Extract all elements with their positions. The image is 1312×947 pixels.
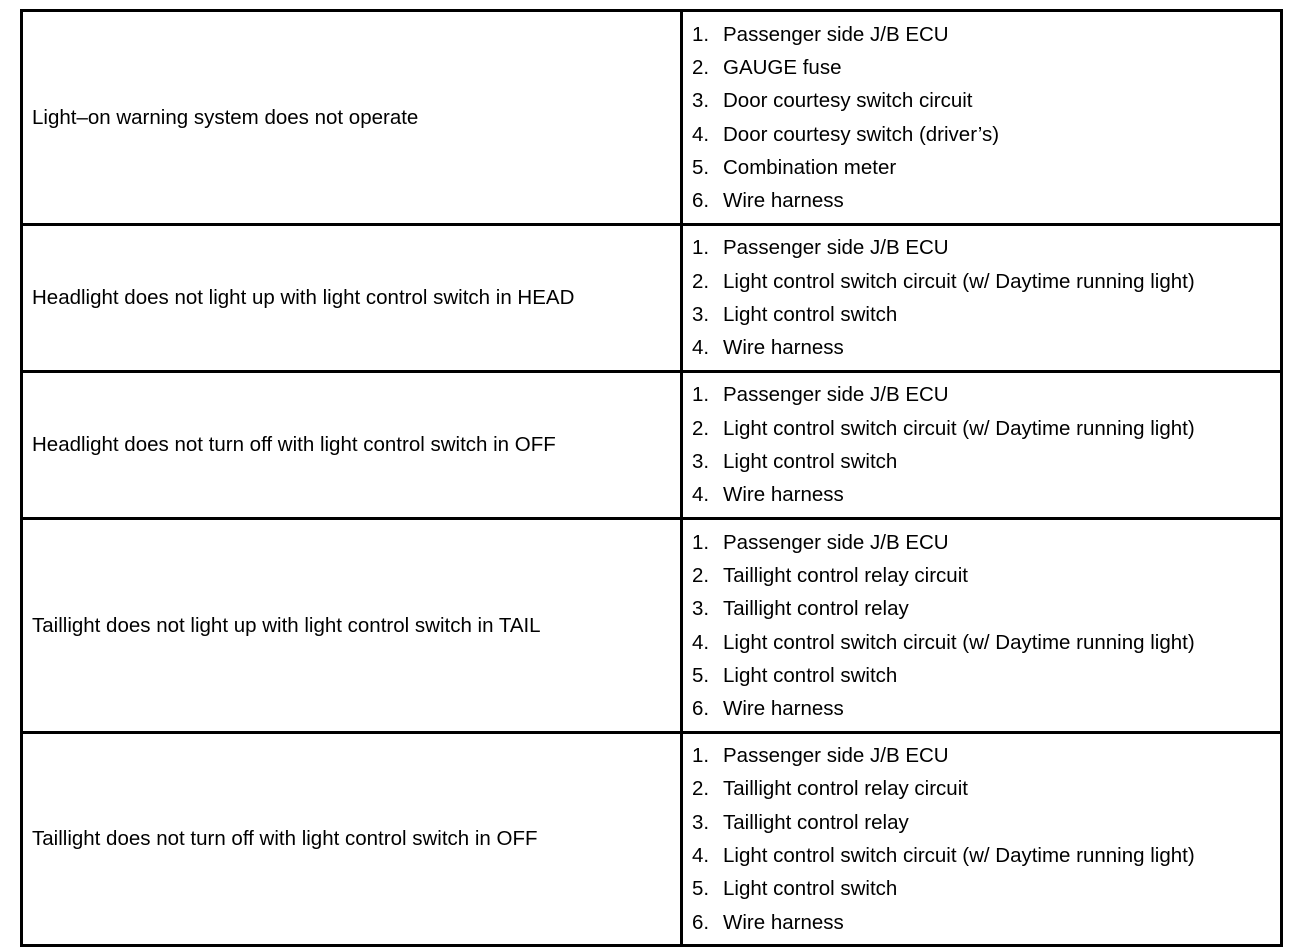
item-number: 6. bbox=[692, 697, 710, 721]
item-text: Wire harness bbox=[723, 483, 844, 507]
item-number: 3. bbox=[692, 303, 710, 326]
symptom-text: Taillight does not turn off with light control switch in OFF bbox=[32, 827, 538, 850]
list-item bbox=[692, 331, 1280, 364]
item-text: Passenger side J/B ECU bbox=[723, 744, 949, 768]
item-number: 3. bbox=[692, 810, 710, 834]
item-number: 4. bbox=[692, 483, 710, 507]
item-text: Light control switch circuit (w/ Daytime running light) bbox=[723, 630, 1195, 654]
item-number: 2. bbox=[692, 269, 710, 293]
list-item bbox=[692, 526, 1280, 559]
list-item bbox=[692, 231, 1280, 264]
list-item bbox=[692, 839, 1280, 872]
item-text: Wire harness bbox=[723, 189, 844, 213]
symptom-cell bbox=[22, 733, 682, 946]
list-item bbox=[692, 445, 1280, 478]
item-text: Light control switch bbox=[723, 663, 898, 687]
list-item bbox=[692, 151, 1280, 184]
item-number: 2. bbox=[692, 563, 710, 587]
item-text: Taillight control relay bbox=[723, 810, 909, 834]
list-item bbox=[692, 84, 1280, 117]
item-text: Passenger side J/B ECU bbox=[723, 383, 949, 407]
suspect-areas-cell bbox=[682, 11, 1282, 225]
symptom-cell bbox=[22, 372, 682, 519]
item-number: 4. bbox=[692, 630, 710, 654]
table-row bbox=[22, 372, 1282, 519]
item-text: Passenger side J/B ECU bbox=[723, 22, 949, 46]
list-item bbox=[692, 478, 1280, 511]
suspect-areas-list bbox=[683, 231, 1280, 364]
item-number: 6. bbox=[692, 910, 710, 934]
table-row bbox=[22, 733, 1282, 946]
suspect-areas-cell bbox=[682, 372, 1282, 519]
item-text: Taillight control relay bbox=[723, 597, 909, 621]
item-number: 4. bbox=[692, 336, 710, 360]
item-number: 4. bbox=[692, 844, 710, 867]
item-number: 6. bbox=[692, 189, 710, 213]
item-text: Door courtesy switch circuit bbox=[723, 89, 973, 113]
symptom-text: Light–on warning system does not operate bbox=[32, 105, 419, 129]
item-number: 1. bbox=[692, 22, 710, 46]
table-row bbox=[22, 519, 1282, 733]
item-text: Combination meter bbox=[723, 155, 897, 179]
table-row bbox=[22, 11, 1282, 225]
item-number: 2. bbox=[692, 55, 710, 79]
item-number: 2. bbox=[692, 777, 710, 801]
symptom-cell bbox=[22, 11, 682, 225]
suspect-areas-cell bbox=[682, 225, 1282, 372]
item-text: Taillight control relay circuit bbox=[723, 563, 968, 587]
list-item bbox=[692, 18, 1280, 51]
list-item bbox=[692, 559, 1280, 592]
suspect-areas-list bbox=[683, 526, 1280, 726]
symptom-cell bbox=[22, 225, 682, 372]
symptom-text: Headlight does not light up with light control switch in HEAD bbox=[32, 286, 575, 309]
list-item bbox=[692, 806, 1280, 839]
item-text: Wire harness bbox=[723, 336, 844, 360]
item-text: Light control switch bbox=[723, 877, 898, 901]
item-number: 5. bbox=[692, 155, 710, 179]
list-item bbox=[692, 692, 1280, 725]
item-number: 1. bbox=[692, 383, 710, 407]
item-number: 1. bbox=[692, 236, 710, 260]
item-number: 5. bbox=[692, 663, 710, 687]
table-row bbox=[22, 225, 1282, 372]
item-number: 3. bbox=[692, 450, 710, 473]
item-text: Door courtesy switch (driver’s) bbox=[723, 122, 1000, 146]
item-number: 1. bbox=[692, 744, 710, 768]
item-text: Wire harness bbox=[723, 910, 844, 934]
item-text: Light control switch circuit (w/ Daytime running light) bbox=[723, 844, 1195, 867]
list-item bbox=[692, 772, 1280, 805]
list-item bbox=[692, 412, 1280, 445]
list-item bbox=[692, 51, 1280, 84]
list-item bbox=[692, 626, 1280, 659]
item-number: 1. bbox=[692, 530, 710, 554]
symptom-cell bbox=[22, 519, 682, 733]
list-item bbox=[692, 298, 1280, 331]
item-text: Taillight control relay circuit bbox=[723, 777, 968, 801]
item-number: 3. bbox=[692, 89, 710, 113]
item-number: 2. bbox=[692, 416, 710, 440]
list-item bbox=[692, 906, 1280, 939]
item-number: 5. bbox=[692, 877, 710, 901]
item-number: 3. bbox=[692, 597, 710, 621]
item-text: Passenger side J/B ECU bbox=[723, 236, 949, 260]
list-item bbox=[692, 378, 1280, 411]
suspect-areas-list bbox=[683, 378, 1280, 511]
item-text: Light control switch bbox=[723, 450, 898, 473]
list-item bbox=[692, 118, 1280, 151]
list-item bbox=[692, 872, 1280, 905]
symptom-text: Taillight does not light up with light control switch in TAIL bbox=[32, 613, 541, 637]
list-item bbox=[692, 184, 1280, 217]
list-item bbox=[692, 265, 1280, 298]
item-text: Wire harness bbox=[723, 697, 844, 721]
list-item bbox=[692, 659, 1280, 692]
list-item bbox=[692, 592, 1280, 625]
item-text: Passenger side J/B ECU bbox=[723, 530, 949, 554]
item-number: 4. bbox=[692, 122, 710, 146]
suspect-areas-cell bbox=[682, 733, 1282, 946]
suspect-areas-list bbox=[683, 18, 1280, 218]
suspect-areas-cell bbox=[682, 519, 1282, 733]
item-text: Light control switch circuit (w/ Daytime running light) bbox=[723, 416, 1195, 440]
symptom-text: Headlight does not turn off with light control switch in OFF bbox=[32, 433, 556, 456]
item-text: Light control switch circuit (w/ Daytime running light) bbox=[723, 269, 1195, 293]
suspect-areas-list bbox=[683, 739, 1280, 939]
item-text: Light control switch bbox=[723, 303, 898, 326]
problem-symptoms-table bbox=[20, 9, 1283, 947]
list-item bbox=[692, 739, 1280, 772]
item-text: GAUGE fuse bbox=[723, 55, 842, 79]
